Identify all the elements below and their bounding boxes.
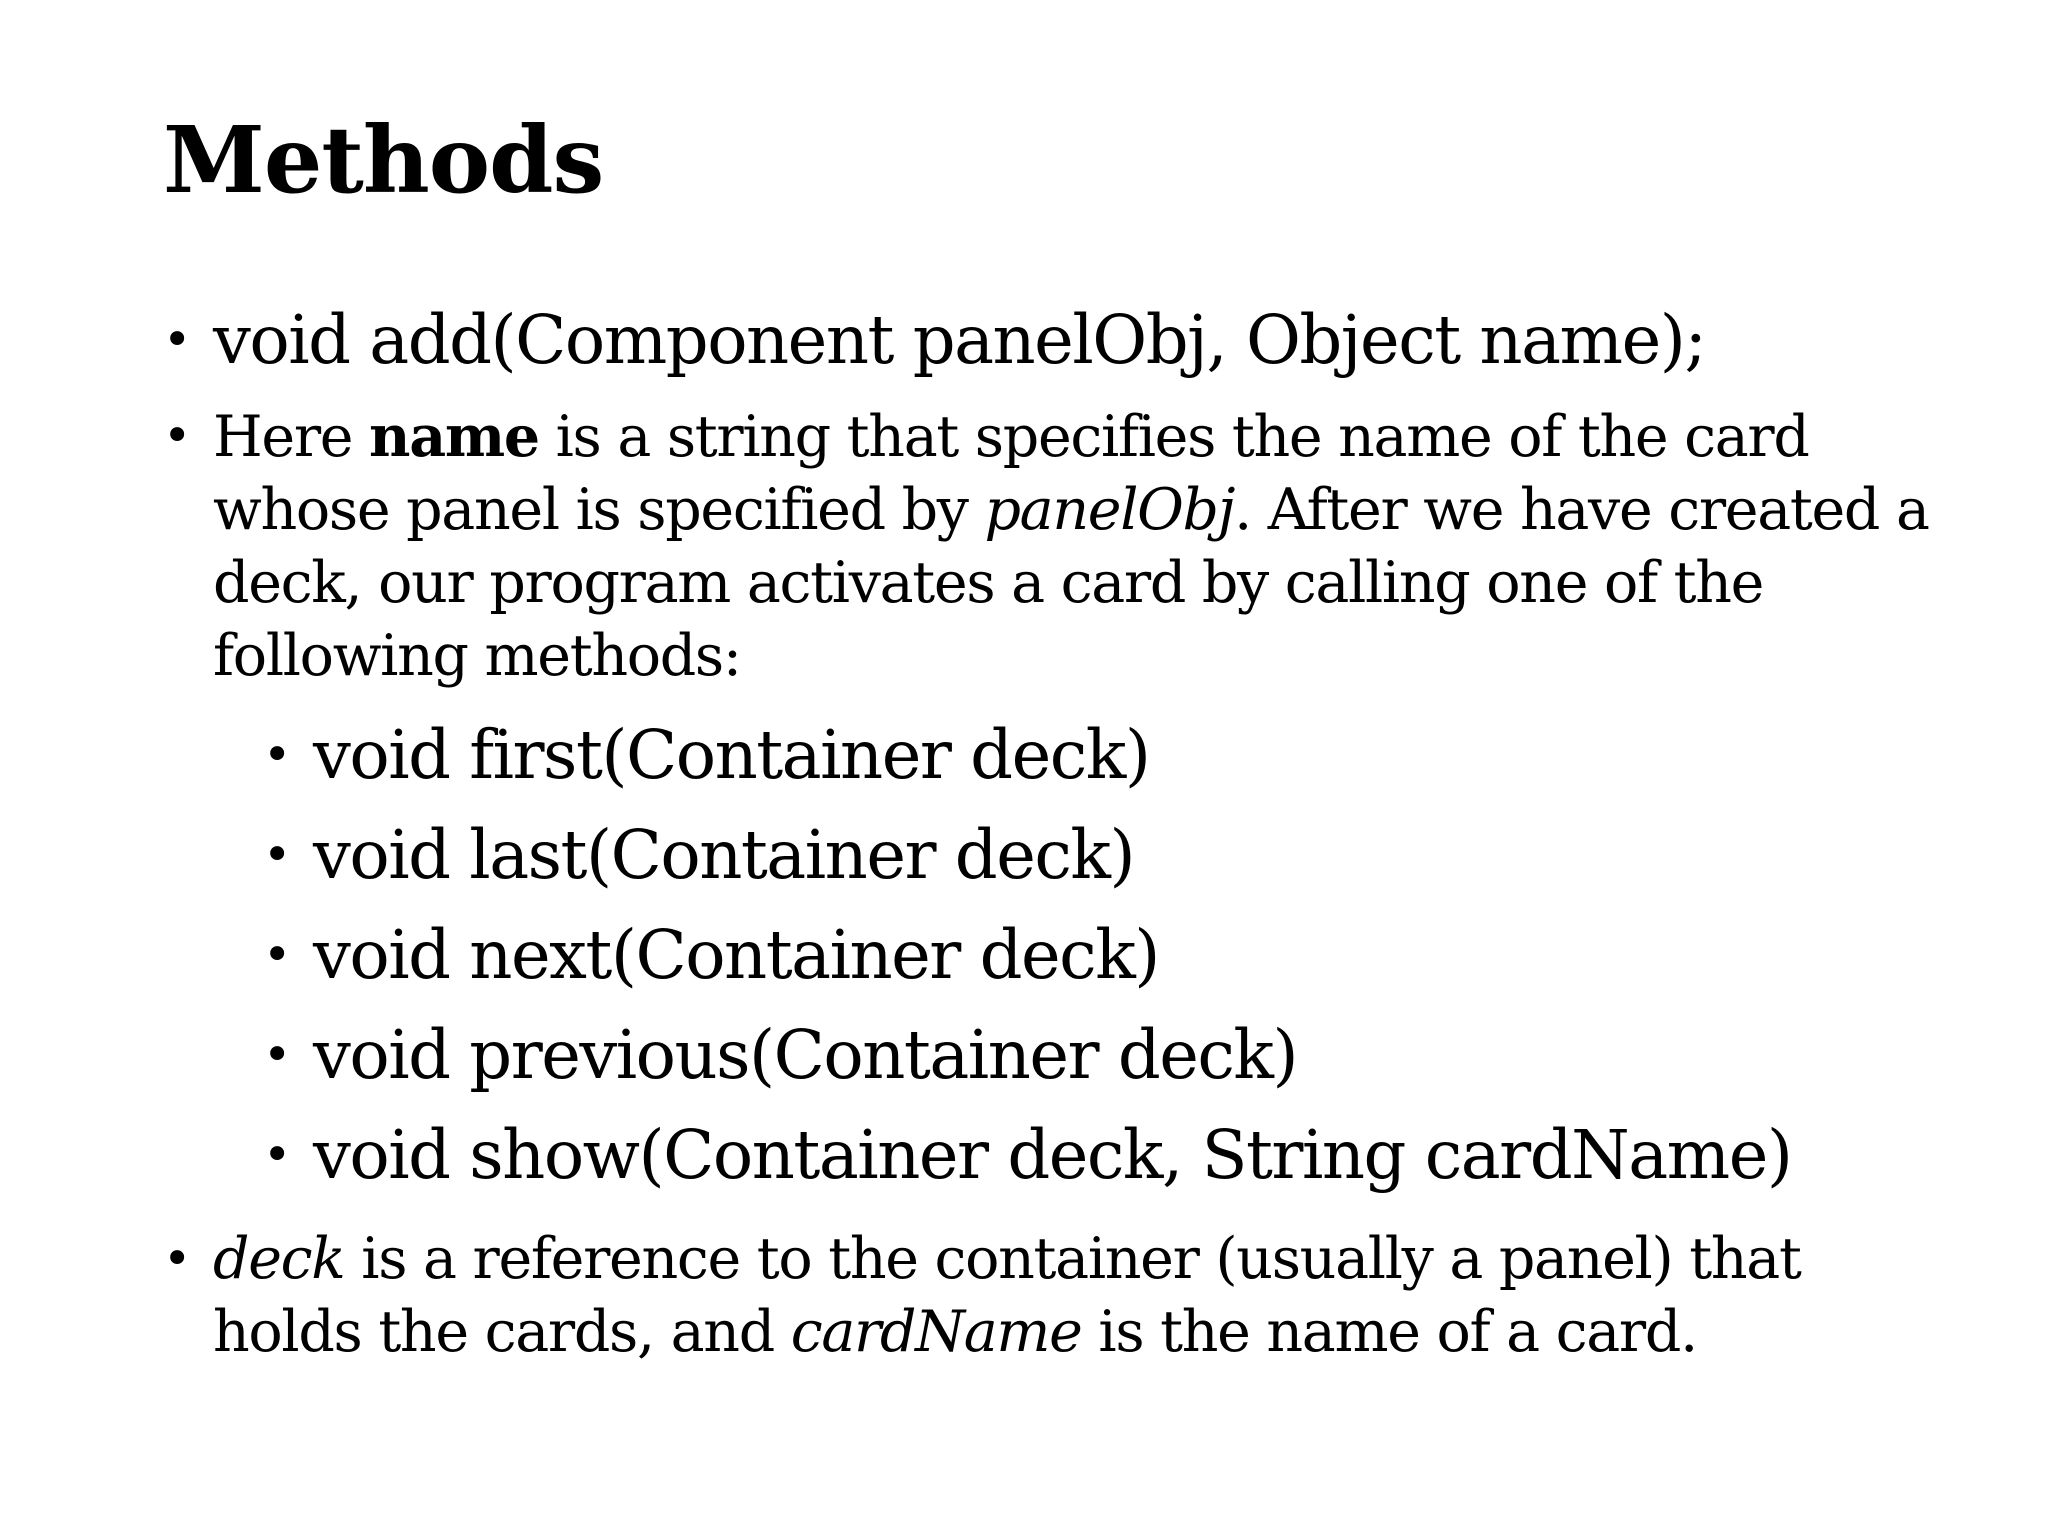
- method-signature: void show(Container deck, String cardName): [313, 1116, 1792, 1194]
- bullet-list: [163, 300, 1929, 1369]
- bullet-dot: •: [263, 927, 290, 983]
- bullet-dot: •: [163, 1231, 191, 1287]
- add-method-signature: void add(Component panelObj, Object name);: [213, 301, 1706, 379]
- bullet-dot: •: [263, 1027, 290, 1083]
- text-segment: is a string that specifies the name of the card whose panel is specified by: [213, 404, 1809, 543]
- bullet-dot: •: [263, 727, 290, 783]
- bullet-add-method: [163, 300, 1923, 380]
- method-previous: [263, 1005, 1953, 1105]
- method-last: [263, 805, 1953, 905]
- bold-term-name: name: [369, 403, 539, 470]
- text-segment: is the name of a card.: [1081, 1299, 1697, 1365]
- bullet-dot: •: [163, 408, 191, 464]
- method-signature: void first(Container deck): [313, 716, 1150, 794]
- method-signature: void next(Container deck): [313, 916, 1159, 994]
- text-segment: Here: [213, 404, 370, 470]
- bullet-deck-description: [163, 1223, 1953, 1369]
- bullet-dot: •: [263, 1127, 290, 1183]
- method-next: [263, 905, 1953, 1005]
- method-signature: void last(Container deck): [313, 816, 1135, 894]
- bullet-dot: •: [263, 827, 290, 883]
- method-first: [263, 705, 1953, 805]
- slide-title: Methods: [163, 106, 604, 214]
- italic-term-deck: deck: [213, 1226, 345, 1292]
- italic-term-panelobj: panelObj: [984, 477, 1235, 543]
- bullet-dot: •: [163, 312, 190, 368]
- text-segment: . After we have created a deck, our program activates a card by calling one of the following methods:: [213, 477, 1929, 689]
- italic-term-cardname: cardName: [790, 1299, 1082, 1365]
- bullet-name-description: [163, 400, 1953, 1205]
- method-show: [263, 1105, 1953, 1205]
- method-signature: void previous(Container deck): [313, 1016, 1298, 1094]
- text-segment: is a reference to the container (usually a panel) that holds the cards, and: [213, 1226, 1801, 1365]
- methods-list: [263, 705, 1953, 1205]
